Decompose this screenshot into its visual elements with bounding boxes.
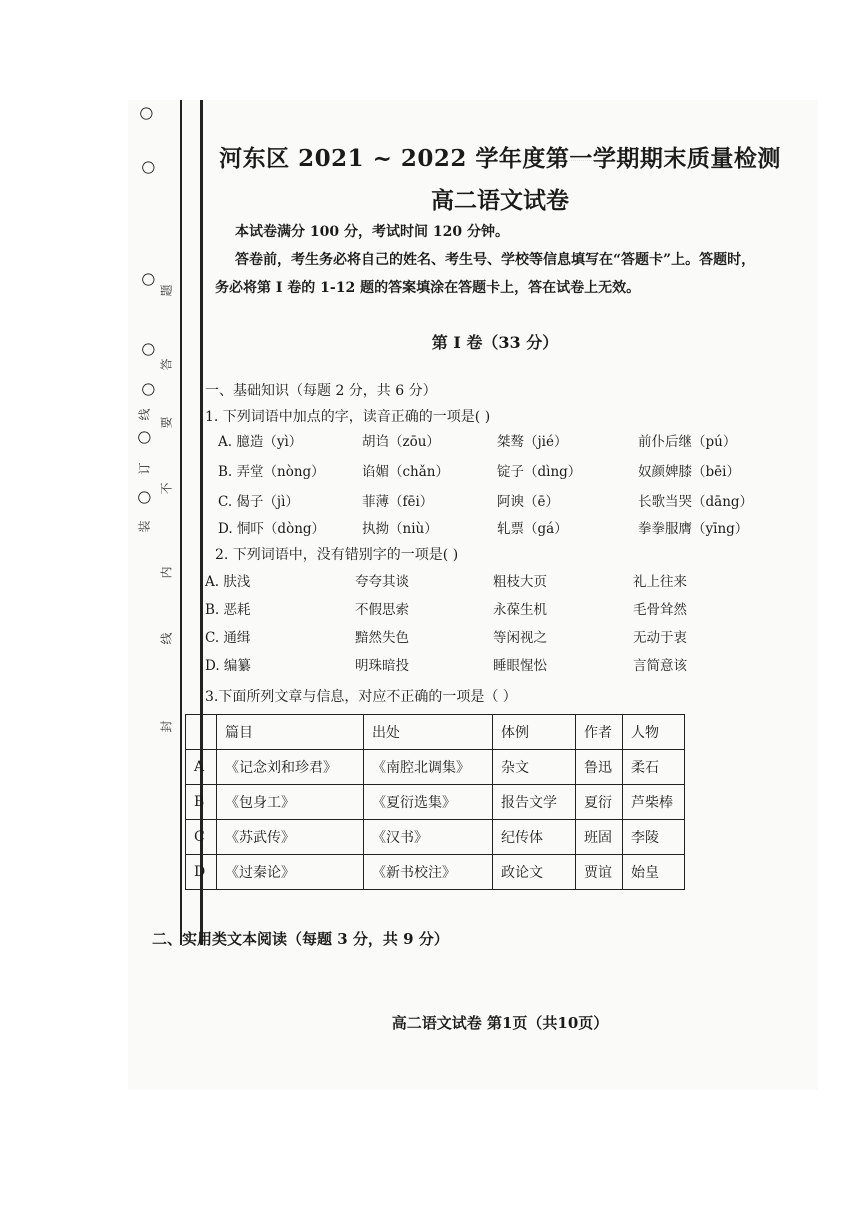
q1-option: 拳拳服膺（yīng） xyxy=(638,521,749,537)
binding-line xyxy=(180,100,182,945)
table-cell: 李陵 xyxy=(623,820,685,855)
binding-char: 答 xyxy=(159,358,174,371)
table-cell: 《过秦论》 xyxy=(217,855,364,890)
table-header: 出处 xyxy=(364,715,493,750)
table-header: 篇目 xyxy=(217,715,364,750)
q2-option: 不假思索 xyxy=(355,602,409,618)
binding-circle: ○ xyxy=(137,382,157,397)
binding-circle: ○ xyxy=(137,160,157,175)
table-cell: 《新书校注》 xyxy=(364,855,493,890)
q2-option: 永葆生机 xyxy=(493,602,547,618)
instruction-line: 答卷前，考生务必将自己的姓名、考生号、学校等信息填写在“答题卡”上。答题时， xyxy=(235,252,756,268)
page-footer: 高二语文试卷 第1页（共10页） xyxy=(391,1014,609,1032)
table-cell: 杂文 xyxy=(493,750,576,785)
binding-char: 内 xyxy=(159,566,174,579)
q1-option: D. 恫吓（dòng） xyxy=(218,521,326,537)
q1-option: 阿谀（ē） xyxy=(497,494,559,510)
q2-option: 粗枝大页 xyxy=(493,574,547,590)
table-cell: 班固 xyxy=(576,820,623,855)
binding-circle: ○ xyxy=(133,430,153,445)
works-table xyxy=(185,714,685,890)
q1-option: 前仆后继（pú） xyxy=(638,434,737,450)
exam-title: 河东区 2021 ~ 2022 学年度第一学期期末质量检测 xyxy=(219,145,781,172)
table-cell: 《苏武传》 xyxy=(217,820,364,855)
binding-circle: ○ xyxy=(135,106,155,121)
q2-option: 明珠暗投 xyxy=(355,658,409,674)
binding-char: 要 xyxy=(159,416,174,429)
binding-char: 不 xyxy=(159,482,174,495)
q2-option: 睡眼惺忪 xyxy=(493,658,547,674)
q1-option: 桀骜（jié） xyxy=(497,434,568,450)
instruction-line: 本试卷满分 100 分，考试时间 120 分钟。 xyxy=(235,224,509,240)
table-cell: 《记念刘和珍君》 xyxy=(217,750,364,785)
binding-label: 线 xyxy=(137,408,152,421)
q2-option: C. 通缉 xyxy=(205,630,251,646)
question-stem: 2. 下列词语中，没有错别字的一项是( ) xyxy=(215,547,459,563)
binding-circle: ○ xyxy=(137,272,157,287)
table-cell: 纪传体 xyxy=(493,820,576,855)
table-row xyxy=(186,855,685,890)
table-cell: C xyxy=(186,820,217,855)
table-cell: 报告文学 xyxy=(493,785,576,820)
table-cell: 夏衍 xyxy=(576,785,623,820)
q2-option: 夸夸其谈 xyxy=(355,574,409,590)
table-cell: 《汉书》 xyxy=(364,820,493,855)
table-cell: A xyxy=(186,750,217,785)
q1-option: 谄媚（chǎn） xyxy=(362,464,449,480)
table-row xyxy=(186,820,685,855)
table-header-row xyxy=(186,715,685,750)
binding-label: 订 xyxy=(137,462,152,475)
binding-circle: ○ xyxy=(133,490,153,505)
q1-option: 奴颜婢膝（bēi） xyxy=(638,464,740,480)
q1-option: 锭子（dìng） xyxy=(497,464,582,480)
binding-label: 装 xyxy=(137,520,152,533)
table-cell: 芦柴棒 xyxy=(623,785,685,820)
q1-option: C. 偈子（jì） xyxy=(218,494,299,510)
q2-option: B. 恶耗 xyxy=(205,602,251,618)
table-cell: 《包身工》 xyxy=(217,785,364,820)
q2-option: A. 肤浅 xyxy=(205,574,251,590)
table-header: 人物 xyxy=(623,715,685,750)
table-cell: 始皇 xyxy=(623,855,685,890)
q2-option: 毛骨耸然 xyxy=(633,602,687,618)
table-cell: 鲁迅 xyxy=(576,750,623,785)
table-header: 体例 xyxy=(493,715,576,750)
q1-option: 执拗（niù） xyxy=(362,521,438,537)
q1-option: 菲薄（fēi） xyxy=(362,494,434,510)
binding-circle: ○ xyxy=(137,342,157,357)
table-cell: 柔石 xyxy=(623,750,685,785)
q2-option: D. 编纂 xyxy=(205,658,251,674)
q1-option: 长歌当哭（dāng） xyxy=(638,494,754,510)
q2-option: 言简意该 xyxy=(633,658,687,674)
table-cell: B xyxy=(186,785,217,820)
section-heading: 一、基础知识（每题 2 分，共 6 分） xyxy=(205,383,437,399)
table-header xyxy=(186,715,217,750)
binding-char: 封 xyxy=(159,720,174,733)
q2-option: 等闲视之 xyxy=(493,630,547,646)
q1-option: A. 臆造（yì） xyxy=(218,434,303,450)
table-cell: D xyxy=(186,855,217,890)
table-cell: 《南腔北调集》 xyxy=(364,750,493,785)
q1-option: 胡诌（zōu） xyxy=(362,434,440,450)
part-heading: 第 I 卷（33 分） xyxy=(431,333,559,352)
q2-option: 黯然失色 xyxy=(355,630,409,646)
exam-subtitle: 高二语文试卷 xyxy=(431,187,569,214)
table-row xyxy=(186,785,685,820)
q2-option: 无动于衷 xyxy=(633,630,687,646)
instruction-line: 务必将第 I 卷的 1-12 题的答案填涂在答题卡上，答在试卷上无效。 xyxy=(215,280,641,296)
table-header: 作者 xyxy=(576,715,623,750)
table-row xyxy=(186,750,685,785)
q1-option: B. 弄堂（nòng） xyxy=(218,464,325,480)
table-cell: 政论文 xyxy=(493,855,576,890)
table-cell: 《夏衍选集》 xyxy=(364,785,493,820)
section-heading: 二、实用类文本阅读（每题 3 分，共 9 分） xyxy=(152,930,449,948)
q2-option: 礼上往来 xyxy=(633,574,687,590)
q1-option: 轧票（gá） xyxy=(497,521,568,537)
binding-char: 题 xyxy=(159,284,174,297)
table-cell: 贾谊 xyxy=(576,855,623,890)
binding-char: 线 xyxy=(159,632,174,645)
question-stem: 1. 下列词语中加点的字，读音正确的一项是( ) xyxy=(205,409,491,425)
question-stem: 3.下面所列文章与信息，对应不正确的一项是（ ） xyxy=(205,689,517,705)
